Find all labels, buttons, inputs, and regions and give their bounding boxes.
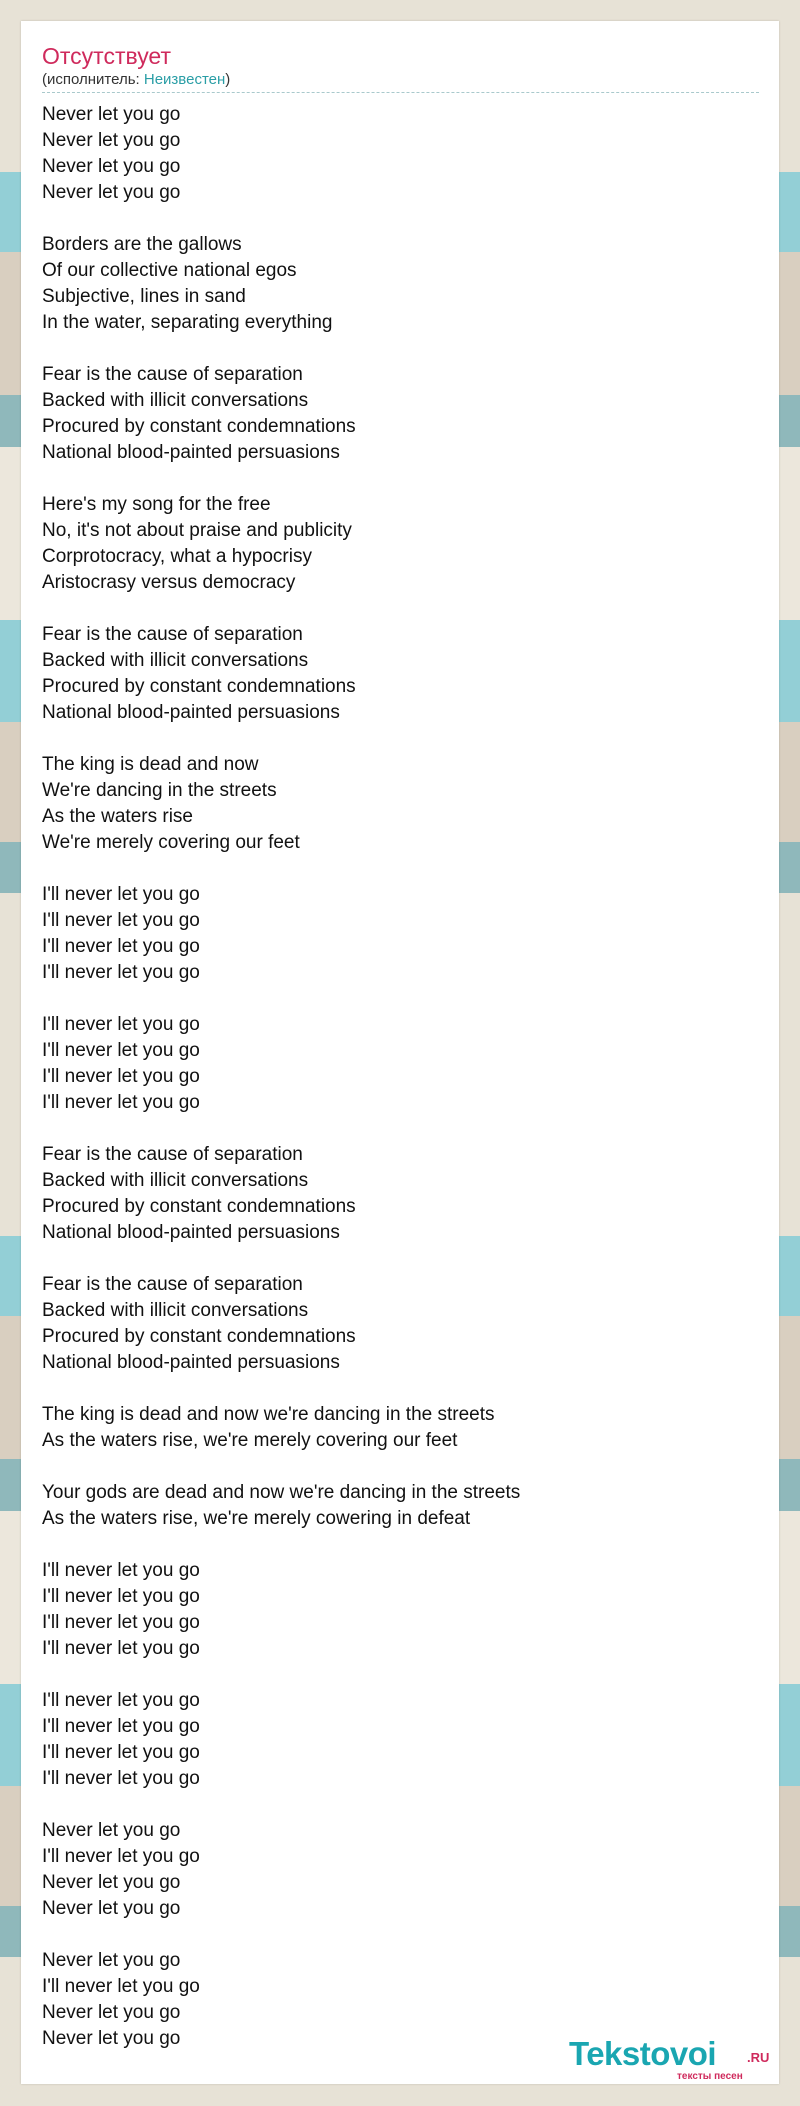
lyric-line: As the waters rise <box>42 806 193 827</box>
logo-wordmark: Tekstovoi <box>569 2035 717 2072</box>
lyric-line: I'll never let you go <box>42 1612 200 1633</box>
lyrics-stanza <box>42 1012 762 1116</box>
lyrics-stanza <box>42 622 762 726</box>
lyric-line: I'll never let you go <box>42 884 200 905</box>
lyric-line: National blood-painted persuasions <box>42 442 340 463</box>
lyric-line: I'll never let you go <box>42 1742 200 1763</box>
lyric-line: Procured by constant condemnations <box>42 1326 356 1347</box>
lyrics-stanza <box>42 1558 762 1662</box>
lyric-line: Never let you go <box>42 1950 181 1971</box>
lyric-line: The king is dead and now <box>42 754 259 775</box>
lyrics-stanza <box>42 1688 762 1792</box>
lyric-line: I'll never let you go <box>42 1716 200 1737</box>
lyric-line: Fear is the cause of separation <box>42 364 303 385</box>
lyrics-stanza <box>42 102 762 206</box>
lyric-line: We're merely covering our feet <box>42 832 300 853</box>
lyric-line: I'll never let you go <box>42 1690 200 1711</box>
lyrics-stanza <box>42 752 762 856</box>
lyric-line: Never let you go <box>42 156 181 177</box>
lyric-line: Procured by constant condemnations <box>42 416 356 437</box>
lyric-line: I'll never let you go <box>42 962 200 983</box>
lyrics-stanza <box>42 1272 762 1376</box>
artist-link[interactable]: Неизвестен <box>143 71 226 88</box>
lyric-line: I'll never let you go <box>42 936 200 957</box>
lyric-line: Procured by constant condemnations <box>42 1196 356 1217</box>
lyrics-stanza <box>42 1142 762 1246</box>
lyrics-text <box>42 102 762 2052</box>
logo-domain: .RU <box>747 2050 770 2065</box>
lyric-line: Procured by constant condemnations <box>42 676 356 697</box>
lyric-line: Fear is the cause of separation <box>42 1274 303 1295</box>
lyric-line: Never let you go <box>42 130 181 151</box>
lyric-line: Never let you go <box>42 1820 181 1841</box>
lyrics-stanza <box>42 1402 762 1454</box>
lyric-line: I'll never let you go <box>42 1846 200 1867</box>
lyric-line: National blood-painted persuasions <box>42 702 340 723</box>
lyric-line: As the waters rise, we're merely covering our feet <box>42 1430 458 1451</box>
lyric-line: Never let you go <box>42 182 181 203</box>
lyric-line: Backed with illicit conversations <box>42 650 309 671</box>
lyric-line: National blood-painted persuasions <box>42 1222 340 1243</box>
lyric-line: Of our collective national egos <box>42 260 297 281</box>
lyric-line: Your gods are dead and now we're dancing in the streets <box>42 1482 521 1503</box>
lyrics-stanza <box>42 232 762 336</box>
lyric-line: I'll never let you go <box>42 1768 200 1789</box>
lyric-line: National blood-painted persuasions <box>42 1352 340 1373</box>
lyric-line: We're dancing in the streets <box>42 780 277 801</box>
lyric-line: I'll never let you go <box>42 1066 200 1087</box>
byline-suffix: ) <box>225 71 231 88</box>
lyrics-stanza <box>42 362 762 466</box>
lyric-line: Never let you go <box>42 1898 181 1919</box>
song-title: Отсутствует <box>42 43 171 69</box>
lyric-line: Borders are the gallows <box>42 234 242 255</box>
lyric-line: Never let you go <box>42 2028 181 2049</box>
lyric-line: I'll never let you go <box>42 1586 200 1607</box>
lyric-line: Backed with illicit conversations <box>42 1170 309 1191</box>
lyric-line: Fear is the cause of separation <box>42 624 303 645</box>
lyrics-stanza <box>42 1818 762 1922</box>
lyric-line: I'll never let you go <box>42 1976 200 1997</box>
lyric-line: As the waters rise, we're merely cowering in defeat <box>42 1508 471 1529</box>
lyric-line: I'll never let you go <box>42 1560 200 1581</box>
title-divider <box>42 92 759 93</box>
logo-tagline: тексты песен <box>677 2071 743 2082</box>
lyric-line: I'll never let you go <box>42 1638 200 1659</box>
lyric-line: The king is dead and now we're dancing in the streets <box>42 1404 495 1425</box>
lyric-line: Aristocrasy versus democracy <box>42 572 296 593</box>
lyrics-card <box>21 21 779 2084</box>
lyric-line: Never let you go <box>42 104 181 125</box>
lyric-line: Never let you go <box>42 1872 181 1893</box>
byline-prefix: (исполнитель: <box>42 71 144 88</box>
lyric-line: Backed with illicit conversations <box>42 390 309 411</box>
artist-byline <box>42 71 230 89</box>
lyric-line: I'll never let you go <box>42 1092 200 1113</box>
site-logo[interactable] <box>569 2035 770 2082</box>
lyric-line: I'll never let you go <box>42 1040 200 1061</box>
lyric-line: No, it's not about praise and publicity <box>42 520 352 541</box>
lyric-line: Never let you go <box>42 2002 181 2023</box>
lyric-line: Here's my song for the free <box>42 494 271 515</box>
lyric-line: I'll never let you go <box>42 1014 200 1035</box>
lyrics-stanza <box>42 1480 762 1532</box>
lyric-line: I'll never let you go <box>42 910 200 931</box>
lyric-line: Fear is the cause of separation <box>42 1144 303 1165</box>
lyric-line: In the water, separating everything <box>42 312 333 333</box>
lyrics-stanza <box>42 882 762 986</box>
lyric-line: Backed with illicit conversations <box>42 1300 309 1321</box>
lyrics-stanza <box>42 492 762 596</box>
lyric-line: Subjective, lines in sand <box>42 286 246 307</box>
lyric-line: Corprotocracy, what a hypocrisy <box>42 546 312 567</box>
